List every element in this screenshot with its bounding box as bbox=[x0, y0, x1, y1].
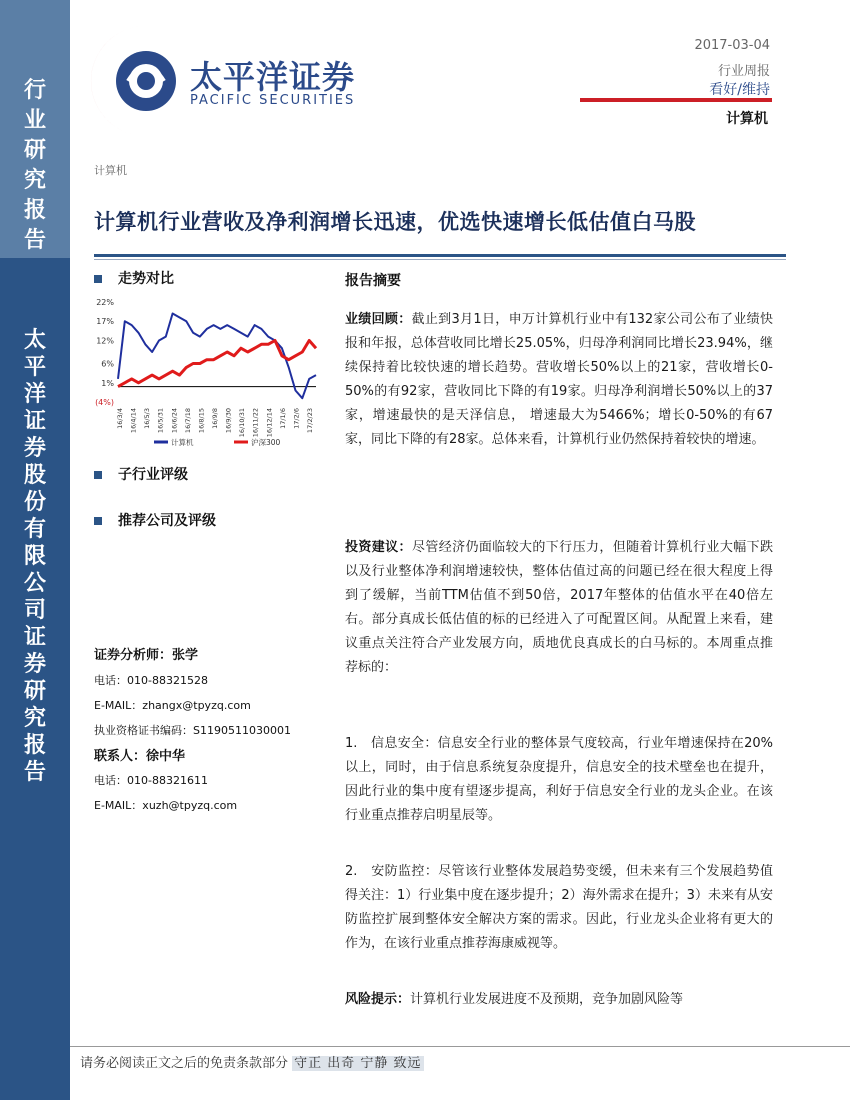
breadcrumb: 计算机 bbox=[94, 164, 127, 177]
trend-heading bbox=[94, 268, 174, 288]
investment-advice-paragraph bbox=[345, 536, 773, 680]
sidebar-report-char: 研 bbox=[23, 138, 46, 163]
footer bbox=[80, 1052, 424, 1071]
x-tick-label: 16/12/14 bbox=[265, 408, 274, 438]
company-logo bbox=[88, 22, 188, 140]
trend-heading-text: 走势对比 bbox=[118, 271, 174, 287]
analyst-name: 证券分析师：张学 bbox=[94, 648, 199, 663]
sidebar-company-char: 证 bbox=[23, 625, 46, 650]
sidebar-company-char: 有 bbox=[23, 517, 46, 542]
x-tick-label: 16/9/30 bbox=[224, 408, 233, 434]
report-title: 计算机行业营收及净利润增长迅速，优选快速增长低估值白马股 bbox=[94, 210, 696, 234]
x-tick-label: 16/3/4 bbox=[116, 408, 124, 429]
y-tick-label: 6% bbox=[101, 359, 114, 369]
x-tick-label: 16/8/15 bbox=[197, 408, 206, 434]
contact-name: 联系人：徐中华 bbox=[94, 749, 186, 764]
x-tick-label: 17/1/6 bbox=[278, 408, 287, 429]
sidebar-report-char: 究 bbox=[23, 168, 46, 193]
sidebar-company-char: 平 bbox=[23, 355, 46, 380]
sidebar-report-char: 报 bbox=[23, 198, 46, 223]
sub-industry-heading bbox=[94, 464, 188, 484]
sidebar-company-char: 券 bbox=[23, 436, 46, 461]
sidebar-company-char: 太 bbox=[23, 328, 46, 353]
y-tick-label: 17% bbox=[96, 317, 114, 327]
brand-name-en: PACIFIC SECURITIES bbox=[190, 93, 356, 108]
sidebar-report-char: 业 bbox=[23, 108, 46, 133]
x-tick-label: 16/5/3 bbox=[143, 408, 152, 429]
logo-center-dot bbox=[137, 72, 155, 90]
square-bullet-icon bbox=[94, 275, 102, 283]
sidebar-company-char: 证 bbox=[23, 409, 46, 434]
info-security-paragraph: 1. 信息安全：信息安全行业的整体景气度较高，行业年增速保持在20%以上，同时，由于信息系统复杂度提升，信息安全的技术壁垒也在提升，因此行业的集中度有望逐步提高，利好于信息安全行业的龙头企业。在该行业重点推荐启明星辰等。 bbox=[345, 736, 773, 823]
y-tick-label: 22% bbox=[96, 298, 114, 307]
recommend-heading-text: 推荐公司及评级 bbox=[118, 513, 216, 529]
sidebar-company-char: 份 bbox=[23, 490, 46, 515]
x-tick-label: 16/9/8 bbox=[211, 408, 219, 429]
sidebar-company-label bbox=[0, 330, 70, 789]
legend-label: 沪深300 bbox=[251, 438, 281, 447]
x-tick-label: 17/2/6 bbox=[292, 408, 301, 429]
sidebar-report-char: 行 bbox=[23, 78, 46, 103]
performance-review-label: 业绩回顾： bbox=[345, 312, 412, 327]
sidebar-company-char: 限 bbox=[23, 544, 46, 569]
sidebar-report-label bbox=[0, 80, 70, 260]
sidebar-company-char: 公 bbox=[23, 571, 46, 596]
security-monitoring-paragraph: 2. 安防监控：尽管该行业整体发展趋势变缓，但未来有三个发展趋势值得关注：1）行业集中度在逐步提升；2）海外需求在提升；3）未来有从安防监控扩展到整体安全解决方案的需求。因此，行业龙头企业将有更大的作为，在该行业重点推荐海康威视等。 bbox=[345, 864, 773, 951]
y-tick-label: 12% bbox=[96, 336, 114, 346]
analyst-phone: 电话：010-88321528 bbox=[94, 674, 208, 687]
title-rule-thick bbox=[94, 254, 786, 257]
footer-rule bbox=[70, 1046, 850, 1047]
risk-text: 计算机行业发展进度不及预期，竞争加剧风险等 bbox=[410, 992, 684, 1007]
report-date: 2017-03-04 bbox=[694, 38, 770, 53]
sidebar-company-char: 股 bbox=[23, 463, 46, 488]
x-tick-label: 16/10/31 bbox=[238, 408, 247, 438]
sidebar-company-char: 告 bbox=[23, 760, 46, 785]
footer-motto: 守正 出奇 宁静 致远 bbox=[294, 1056, 422, 1071]
y-tick-label: (4%) bbox=[95, 398, 114, 407]
sidebar-company-char: 洋 bbox=[23, 382, 46, 407]
sidebar-company-char: 研 bbox=[23, 679, 46, 704]
sidebar-company-char: 报 bbox=[23, 733, 46, 758]
square-bullet-icon bbox=[94, 517, 102, 525]
report-type: 行业周报 bbox=[717, 64, 770, 79]
header-red-rule bbox=[580, 98, 772, 102]
performance-review-text: 截止到3月1日，申万计算机行业中有132家公司公布了业绩快报和年报，总体营收同比增长25.05%，归母净利润同比增长23.94%，继续保持着比较快速的增长趋势。营收增长50%以上的21家，营收增长0-50%的有92家，营收同比下降的有19家。归母净利润增长50%以上的37家，增速最快的是天泽信息， 增速最大为5466%；增长0-50%的有67家，同比下降的有28家。总体来看，计算机行业仍然保持着较快的增速。 bbox=[345, 312, 773, 447]
risk-paragraph bbox=[345, 988, 773, 1012]
analyst-email[interactable]: E-MAIL：zhangx@tpyzq.com bbox=[94, 699, 251, 712]
contact-email[interactable]: E-MAIL：xuzh@tpyzq.com bbox=[94, 799, 238, 812]
investment-advice-label: 投资建议： bbox=[345, 540, 412, 555]
sidebar-company-char: 券 bbox=[23, 652, 46, 677]
trend-chart bbox=[84, 290, 328, 450]
sidebar-report-char: 告 bbox=[23, 228, 46, 253]
sidebar-company-char: 究 bbox=[23, 706, 46, 731]
square-bullet-icon bbox=[94, 471, 102, 479]
legend-label: 计算机 bbox=[171, 438, 194, 447]
performance-review-paragraph bbox=[345, 308, 773, 452]
sidebar-company-char: 司 bbox=[23, 598, 46, 623]
sub-industry-heading-text: 子行业评级 bbox=[118, 467, 188, 483]
series-line-1 bbox=[118, 314, 316, 399]
x-tick-label: 16/5/31 bbox=[156, 408, 165, 434]
risk-label: 风险提示： bbox=[345, 992, 411, 1007]
summary-heading: 报告摘要 bbox=[345, 273, 401, 289]
y-tick-label: 1% bbox=[101, 378, 114, 388]
x-tick-label: 16/4/14 bbox=[129, 408, 138, 434]
contact-phone: 电话：010-88321611 bbox=[94, 774, 208, 787]
investment-advice-text: 尽管经济仍面临较大的下行压力，但随着计算机行业大幅下跌以及行业整体净利润增速较快，整体估值过高的问题已经在很大程度上得到了缓解，当前TTM估值不到50倍，2017年整体的估值水平在40倍左右。部分真成长低估值的标的已经进入了可配置区间。从配置上来看，建议重点关注符合产业发展方向，质地优良真成长的白马标的。本周重点推荐标的： bbox=[345, 540, 773, 675]
rating-label: 看好/维持 bbox=[709, 82, 770, 98]
title-rule-thin bbox=[94, 259, 786, 260]
footer-disclaimer: 请务必阅读正文之后的免责条款部分 bbox=[80, 1056, 289, 1071]
analyst-cert: 执业资格证书编码：S1190511030001 bbox=[94, 724, 291, 737]
x-tick-label: 16/11/22 bbox=[251, 408, 260, 438]
industry-label: 计算机 bbox=[726, 111, 768, 127]
recommend-heading bbox=[94, 510, 216, 530]
x-tick-label: 16/7/18 bbox=[183, 408, 192, 434]
x-tick-label: 17/2/23 bbox=[306, 408, 314, 434]
brand-name-cn: 太平洋证券 bbox=[190, 58, 356, 96]
x-tick-label: 16/6/24 bbox=[170, 408, 179, 434]
